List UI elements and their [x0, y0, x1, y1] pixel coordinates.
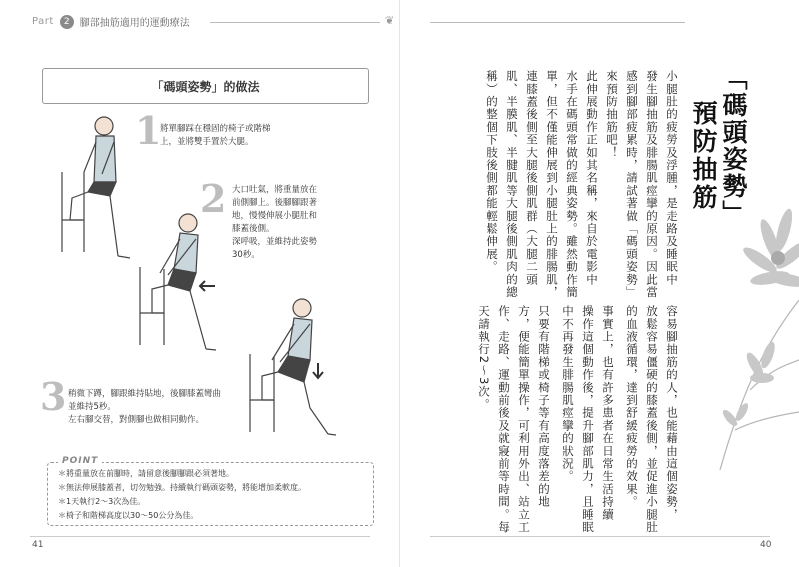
- page-number-left: 41: [32, 540, 44, 550]
- body-column: 來預防抽筋吧！: [605, 70, 619, 159]
- body-column: 肌、半膜肌、半腱肌等大腿後側肌肉的總: [505, 70, 519, 299]
- step-number-1: 1: [135, 108, 162, 153]
- method-title: 「碼頭姿勢」的做法: [151, 80, 260, 94]
- body-column: 容易腳抽筋的人，也能藉由這個姿勢，: [665, 305, 679, 521]
- step-2-line: 地，慢慢伸展小腿肚和: [232, 211, 318, 221]
- arrow-left-icon: [198, 280, 216, 292]
- pose-illustration-step-3: [248, 290, 338, 440]
- step-1-line: 將單腳踩在穩固的椅子或階梯: [160, 124, 271, 134]
- header-rule-right: [430, 22, 685, 23]
- body-column: 感到腳部疲累時，請試著做「碼頭姿勢」: [625, 70, 639, 299]
- body-column: 發生腳抽筋及腓腸肌痙攣的原因。因此當: [645, 70, 659, 299]
- article-title-line-1: 「碼頭姿勢」: [719, 65, 748, 227]
- body-column: 方，便能簡單操作，可利用外出、站立工: [517, 305, 531, 534]
- header-rule-left: [210, 22, 380, 23]
- body-column: 作、走路、運動前後及就寢前等時間。每: [497, 305, 511, 534]
- step-2-line: 30秒。: [232, 250, 260, 260]
- point-item: ＊將重量放在前腳時，請留意後腳腳跟必須著地。: [58, 469, 234, 478]
- step-number-2: 2: [200, 176, 227, 221]
- page-number-right: 40: [760, 540, 772, 550]
- step-2-line: 深呼吸，並維持此姿勢: [232, 237, 318, 247]
- point-item: ＊椅子和階梯高度以30～50公分為佳。: [58, 511, 199, 520]
- leaf-ornament-icon: ❦: [385, 14, 397, 27]
- body-column: 的血液循環，達到舒緩疲勞的效果。: [625, 305, 639, 509]
- page-spine: [399, 0, 400, 567]
- chapter-title: 腳部抽筋適用的運動療法: [79, 18, 190, 29]
- part-number-badge: 2: [60, 15, 74, 29]
- body-column: 操作這個動作後，提升腳部肌力，且睡眠: [581, 305, 595, 534]
- body-column: 此伸展動作正如其名稱，來自於電影中: [585, 70, 599, 286]
- body-column: 放鬆容易僵硬的膝蓋後側，並促進小腿肚: [645, 305, 659, 534]
- article-title-line-2: 預防抽筋: [689, 100, 718, 212]
- point-item: ＊1天執行2～3次為佳。: [58, 497, 146, 506]
- step-2-line: 大口吐氣，將重量放在: [232, 185, 318, 195]
- step-1-line: 上，並將雙手置於大腿。: [160, 137, 254, 147]
- body-column: 稱）的整個下肢後側都能輕鬆伸展。: [485, 70, 499, 274]
- point-item: ＊無法伸展膝蓋者，切勿勉強。持續執行碼頭姿勢，將能增加柔軟度。: [58, 483, 306, 492]
- step-number-3: 3: [40, 374, 67, 419]
- step-text-1: [160, 123, 271, 149]
- footer-rule-left: [30, 536, 370, 537]
- footer-rule-right: [430, 536, 770, 537]
- page-header: [32, 14, 190, 29]
- body-column: 單，但不僅能伸展到小腿肚上的腓腸肌，: [545, 70, 559, 299]
- body-column: 小腿肚的疲勞及浮腫，是走路及睡眠中: [665, 70, 679, 286]
- body-column: 中不再發生腓腸肌痙攣的狀況。: [561, 305, 575, 483]
- body-column: 只要有階梯或椅子等有高度落差的地: [537, 305, 551, 509]
- body-column: 事實上，也有許多患者在日常生活持續: [601, 305, 615, 521]
- step-text-2: [232, 184, 317, 262]
- body-column: 天請執行2～3次。: [477, 305, 491, 411]
- body-column: 連膝蓋後側至大腿後側肌群（大腿二頭: [525, 70, 539, 286]
- body-column: 水手在碼頭常做的經典姿勢。雖然動作簡: [565, 70, 579, 299]
- step-text-3: [68, 388, 221, 427]
- arrow-down-icon: [312, 362, 324, 380]
- step-2-line: 前側腳上。後腳腳跟著: [232, 198, 318, 208]
- step-3-line: 左右腳交替，對側腳也做相同動作。: [68, 415, 205, 425]
- pose-illustration-step-1: [58, 112, 138, 262]
- step-2-line: 膝蓋後側。: [232, 224, 275, 234]
- step-3-line: 並維持5秒。: [68, 402, 116, 412]
- step-3-line: 稍微下蹲，腳跟維持貼地，後腳膝蓋彎曲: [68, 389, 222, 399]
- point-label: POINT: [58, 456, 102, 466]
- part-label: Part: [32, 16, 54, 27]
